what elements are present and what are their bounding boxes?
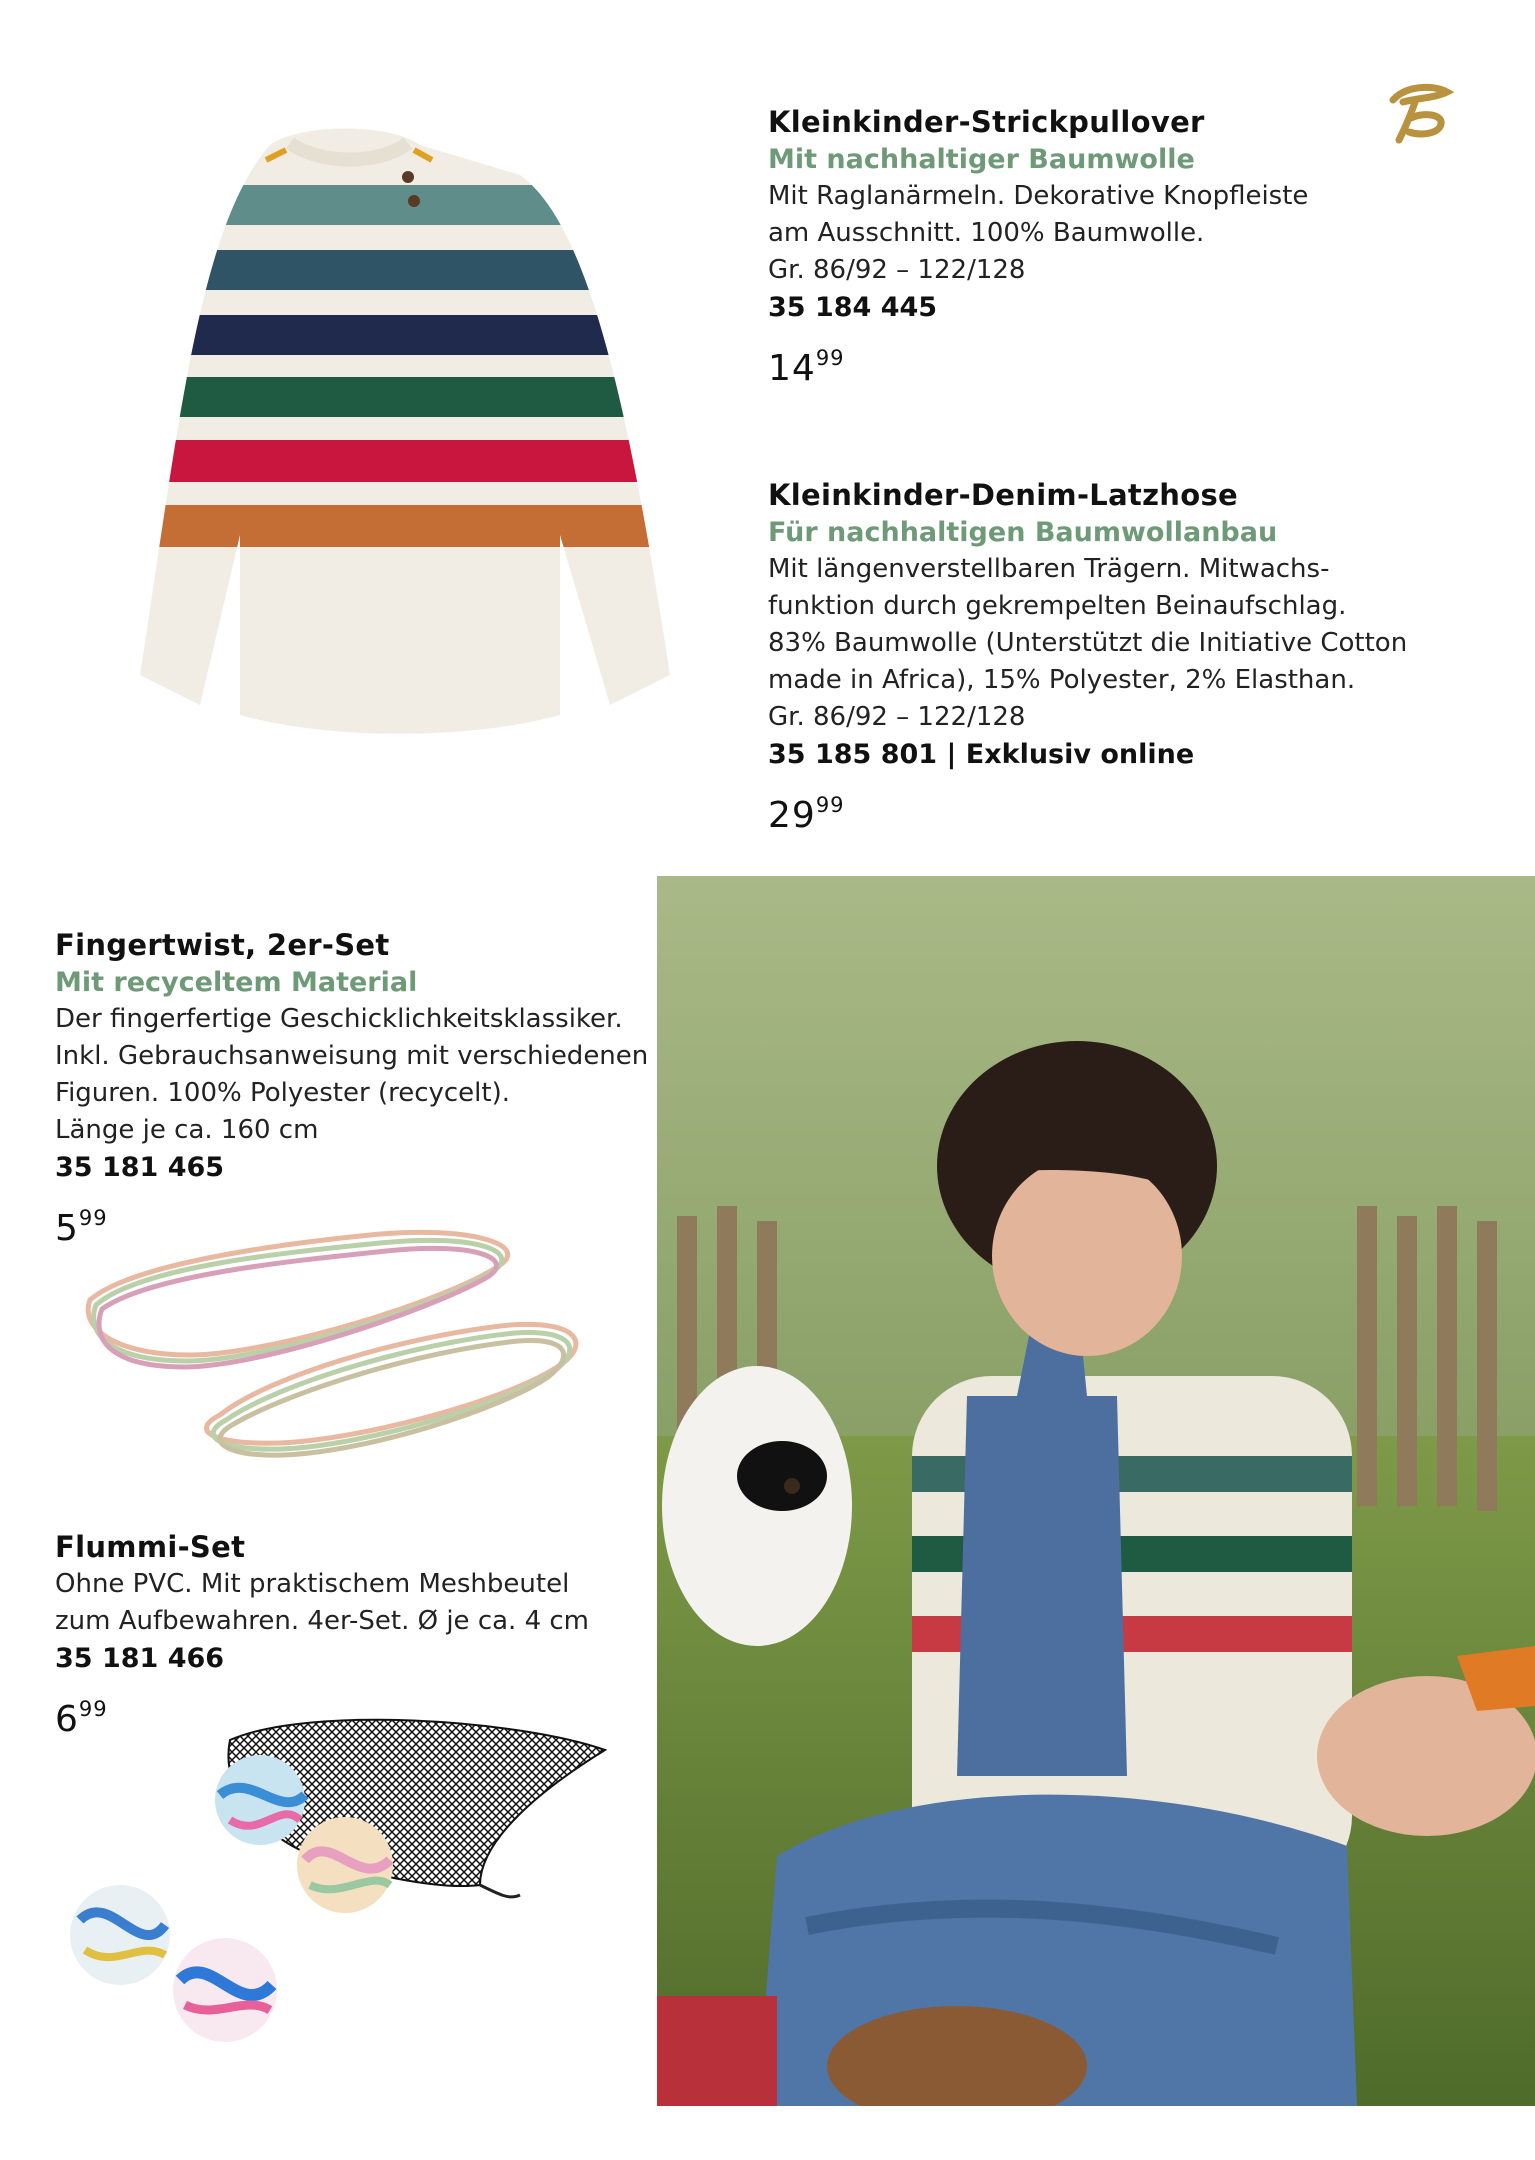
description-line: Mit Raglanärmeln. Dekorative Knopfleiste bbox=[768, 181, 1309, 211]
product-strickpullover bbox=[768, 104, 1308, 391]
fingertwist-image bbox=[70, 1205, 590, 1460]
description-line: zum Aufbewahren. 4er-Set. Ø je ca. 4 cm bbox=[55, 1606, 590, 1636]
product-title: Kleinkinder-Denim-Latzhose bbox=[768, 478, 1238, 512]
product-title: Flummi-Set bbox=[55, 1530, 246, 1564]
price-cents: 99 bbox=[78, 1206, 108, 1230]
price-cents: 99 bbox=[815, 346, 845, 370]
article-number: 35 184 445 bbox=[768, 292, 938, 323]
product-title: Kleinkinder-Strickpullover bbox=[768, 105, 1205, 139]
article-number: 35 181 466 bbox=[55, 1643, 225, 1674]
product-tag: Für nachhaltigen Baumwollanbau bbox=[768, 517, 1278, 548]
product-tag: Mit recyceltem Material bbox=[55, 967, 418, 998]
flummi-balls-image bbox=[60, 1700, 620, 2080]
price-main: 14 bbox=[768, 348, 816, 389]
striped-sweater-image bbox=[90, 115, 690, 755]
article-number: 35 185 801 | Exklusiv online bbox=[768, 739, 1195, 770]
description-line: Inkl. Gebrauchsanweisung mit verschiedenen bbox=[55, 1041, 649, 1071]
description-line: am Ausschnitt. 100% Baumwolle. bbox=[768, 218, 1205, 248]
description-line: Mit längenverstellbaren Trägern. Mitwachs- bbox=[768, 554, 1330, 584]
article-number: 35 181 465 bbox=[55, 1152, 225, 1183]
description-line: Der fingerfertige Geschicklichkeitsklassiker. bbox=[55, 1004, 623, 1034]
price-cents: 99 bbox=[78, 1697, 108, 1721]
description-line: Gr. 86/92 – 122/128 bbox=[768, 255, 1026, 285]
price-main: 5 bbox=[55, 1208, 79, 1249]
product-fingertwist bbox=[55, 927, 648, 1251]
product-tag: Mit nachhaltiger Baumwolle bbox=[768, 144, 1195, 175]
product-description bbox=[55, 1566, 589, 1640]
tchibo-logo-icon bbox=[1385, 78, 1455, 148]
product-price bbox=[768, 783, 1407, 838]
product-description bbox=[768, 551, 1407, 736]
description-line: 83% Baumwolle (Unterstützt die Initiative Cotton bbox=[768, 628, 1408, 658]
product-title: Fingertwist, 2er-Set bbox=[55, 928, 390, 962]
description-line: Länge je ca. 160 cm bbox=[55, 1115, 319, 1145]
product-price bbox=[768, 336, 1308, 391]
description-line: Figuren. 100% Polyester (recycelt). bbox=[55, 1078, 510, 1108]
product-denim-latzhose bbox=[768, 477, 1407, 838]
price-cents: 99 bbox=[815, 793, 845, 817]
price-main: 6 bbox=[55, 1699, 79, 1740]
description-line: funktion durch gekrempelten Beinaufschlag. bbox=[768, 591, 1347, 621]
description-line: Gr. 86/92 – 122/128 bbox=[768, 702, 1026, 732]
description-line: made in Africa), 15% Polyester, 2% Elasthan. bbox=[768, 665, 1356, 695]
toddler-lifestyle-photo bbox=[657, 876, 1535, 2106]
description-line: Ohne PVC. Mit praktischem Meshbeutel bbox=[55, 1569, 570, 1599]
price-main: 29 bbox=[768, 795, 816, 836]
product-description bbox=[55, 1001, 648, 1149]
product-description bbox=[768, 178, 1308, 289]
